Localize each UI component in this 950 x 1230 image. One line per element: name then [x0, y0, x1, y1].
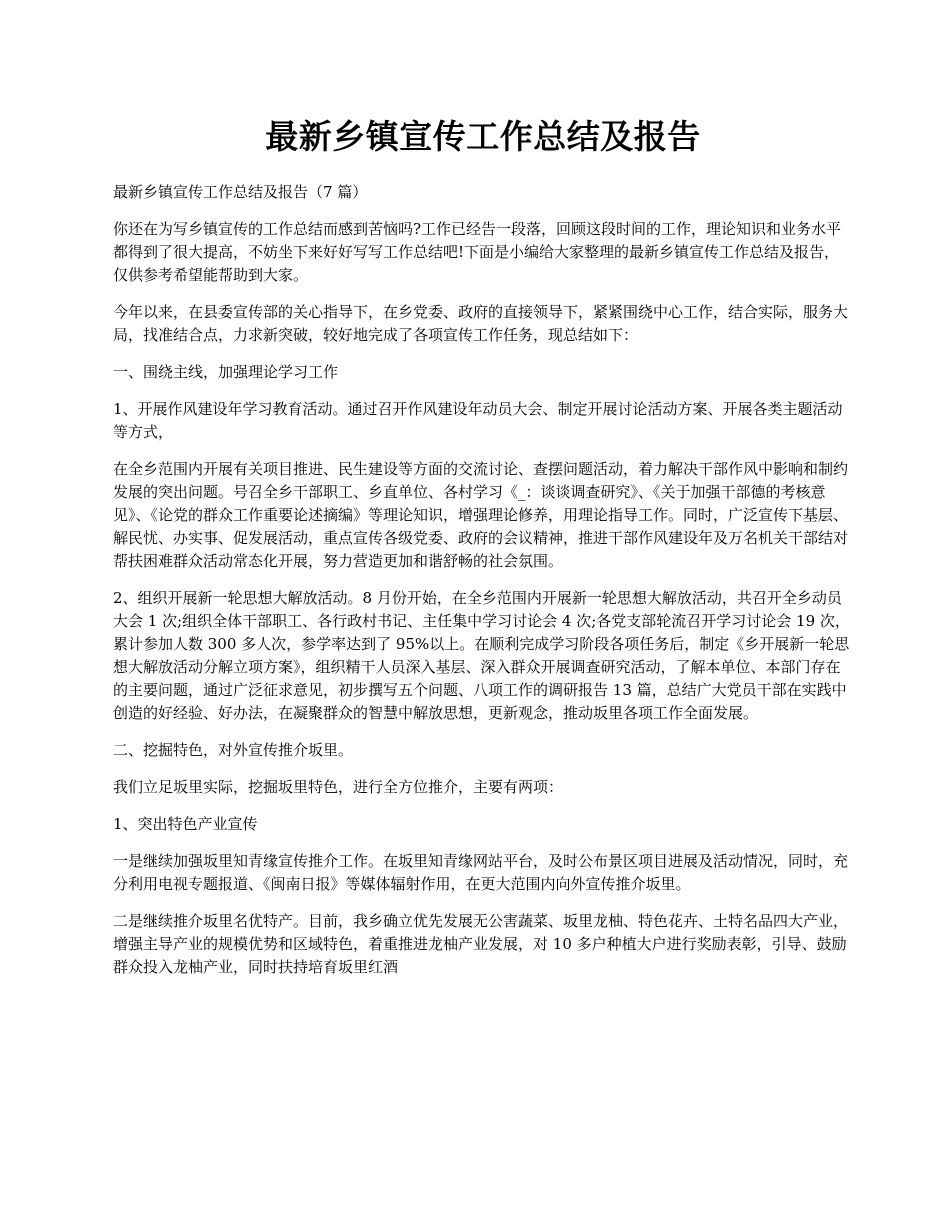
document-title: 最新乡镇宣传工作总结及报告 — [265, 117, 701, 156]
paragraph-item-2-1-a: 一是继续加强坂里知青缘宣传推介工作。在坂里知青缘网站平台，及时公布景区项目进展及活动情况，同时，充分利用电视专题报道、《闽南日报》等媒体辐射作用，在更大范围内向外宣传推介坂里。 — [113, 852, 849, 893]
paragraph-item-1-1-detail: 在全乡范围内开展有关项目推进、民生建设等方面的交流讨论、查摆问题活动，着力解决干部作风中影响和制约发展的突出问题。号召全乡干部职工、乡直单位、各村学习《_：谈谈调查研究》、《关于加强干部德的考核意见》、《论党的群众工作重要论述摘编》等理论知识，增强理论修养，用理论指导工作。同时，广泛宣传下基层、解民忧、办实事、促发展活动，重点宣传各级党委、政府的会议精神，推进干部作风建设年及万名机关干部结对帮扶困难群众活动常态化开展，努力营造更加和谐舒畅的社会氛围。 — [113, 460, 849, 570]
paragraph-item-1-1: 1、开展作风建设年学习教育活动。通过召开作风建设年动员大会、制定开展讨论活动方案、开展各类主题活动等方式， — [113, 400, 843, 441]
paragraph-intro: 你还在为写乡镇宣传的工作总结而感到苦恼吗?工作已经告一段落，回顾这段时间的工作，理论知识和业务水平都得到了很大提高，不妨坐下来好好写写工作总结吧!下面是小编给大家整理的最新乡镇宣传工作总结及报告，仅供参考希望能帮助到大家。 — [113, 220, 842, 284]
document-page — [113, 0, 853, 979]
section-heading-2: 二、挖掘特色，对外宣传推介坂里。 — [113, 741, 354, 759]
paragraph-overview: 今年以来，在县委宣传部的关心指导下，在乡党委、政府的直接领导下，紧紧围绕中心工作，结合实际，服务大局，找准结合点，力求新突破，较好地完成了各项宣传工作任务，现总结如下： — [113, 303, 849, 344]
paragraph-section-2-intro: 我们立足坂里实际，挖掘坂里特色，进行全方位推介，主要有两项： — [113, 778, 564, 796]
paragraph-item-2-1-b: 二是继续推介坂里名优特产。目前，我乡确立优先发展无公害蔬菜、坂里龙柚、特色花卉、土特名品四大产业，增强主导产业的规模优势和区域特色，着重推进龙柚产业发展，对 10 多户种植大户进行奖励表彰，引导、鼓励群众投入龙柚产业，同时扶持培育坂里红酒 — [113, 912, 849, 976]
section-heading-1: 一、围绕主线，加强理论学习工作 — [113, 363, 339, 381]
subsection-heading-2-1: 1、突出特色产业宣传 — [113, 815, 258, 833]
paragraph-item-1-2: 2、组织开展新一轮思想大解放活动。8 月份开始，在全乡范围内开展新一轮思想大解放活动，共召开全乡动员大会 1 次;组织全体干部职工、各行政村书记、主任集中学习讨论会 4 次;各党支部轮流召开学习讨论会 19 次，累计参加人数 300 多人次，参学率达到了 95%以上。在顺利完成学习阶段各项任务后，制定《乡开展新一轮思想大解放活动分解立项方案》，组织精干人员深入基层、深入群众开展调查研究活动，了解本单位、本部门存在的主要问题，通过广泛征求意见，初步撰写五个问题、八项工作的调研报告 13 篇，总结广大党员干部在实践中创造的好经验、好办法，在凝聚群众的智慧中解放思想，更新观念，推动坂里各项工作全面发展。 — [113, 589, 850, 722]
document-subtitle: 最新乡镇宣传工作总结及报告（7 篇） — [113, 183, 368, 201]
